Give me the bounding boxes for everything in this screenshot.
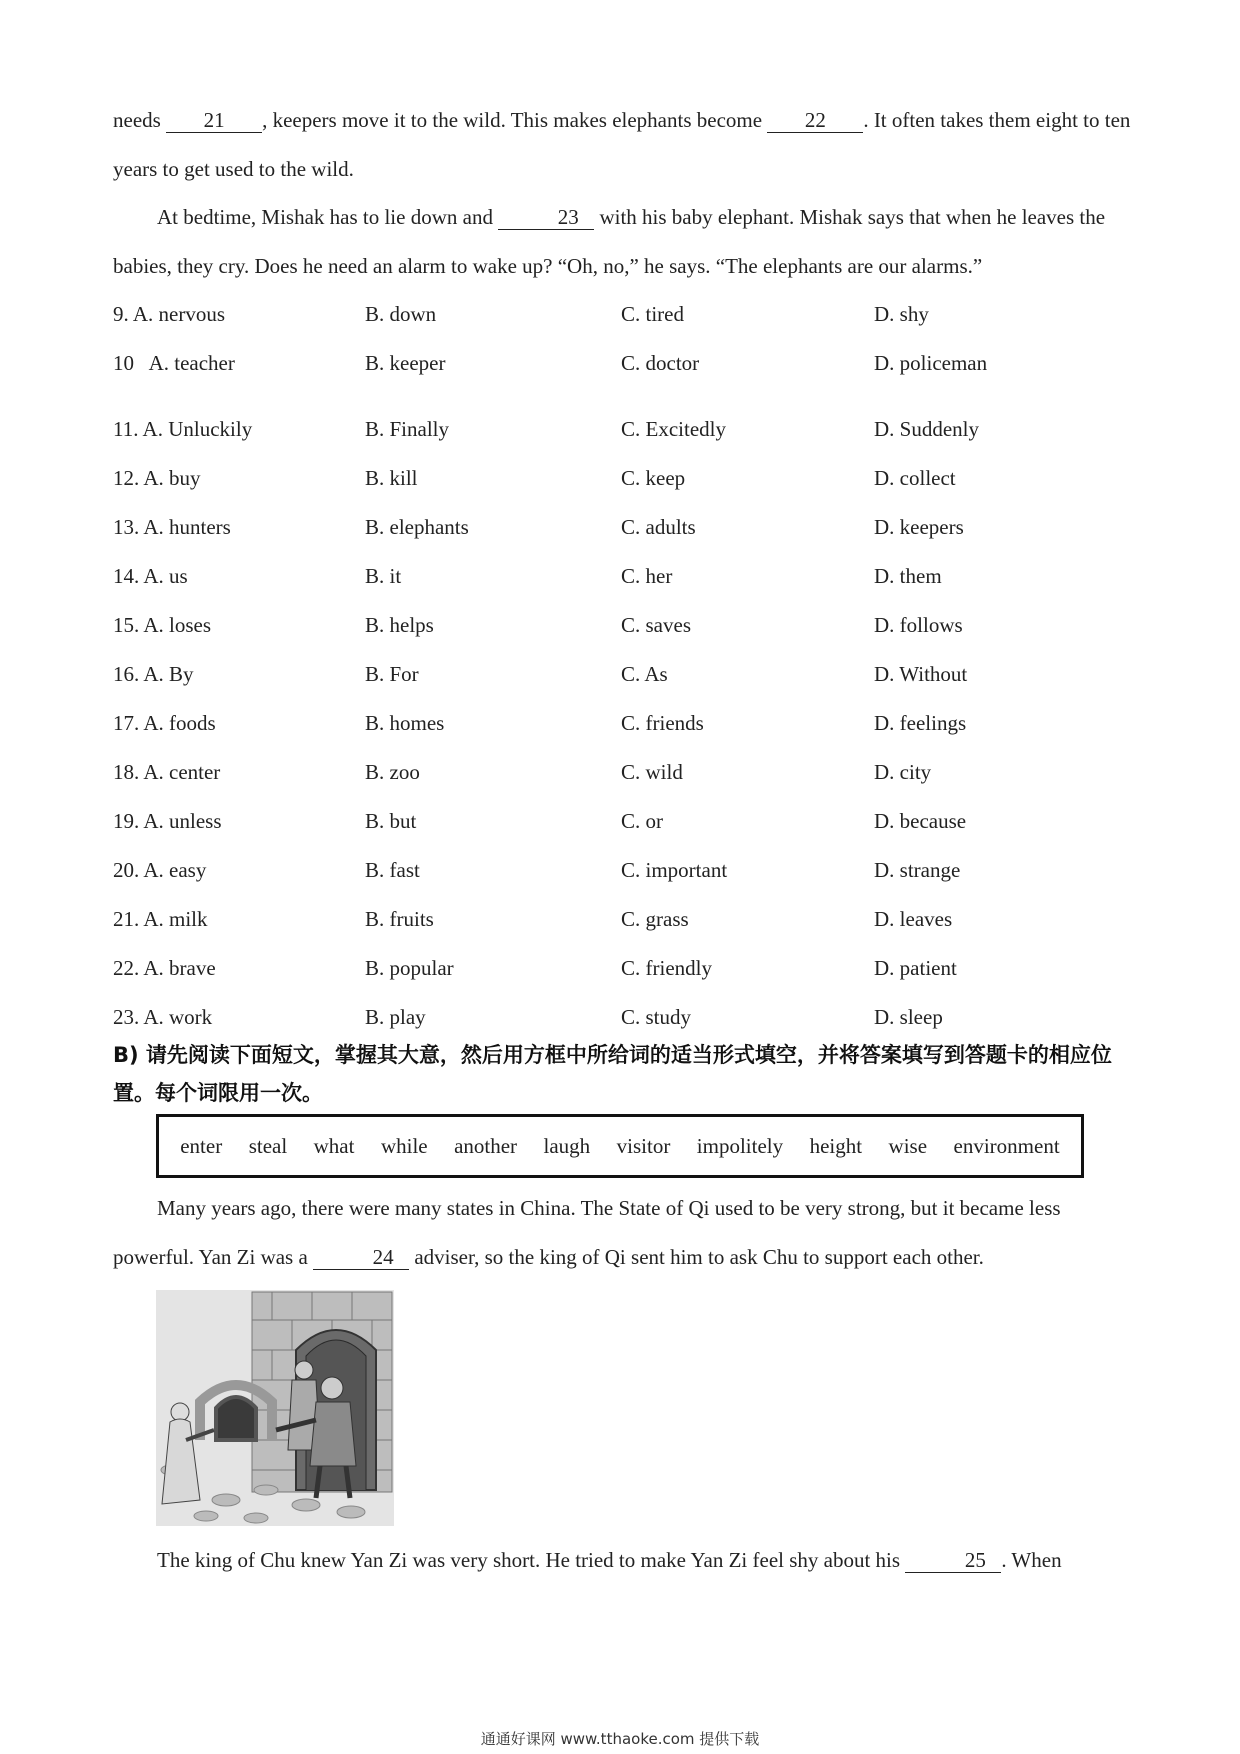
word-box-item: wise: [888, 1133, 928, 1158]
word-box-item: steal: [248, 1133, 288, 1158]
option-b: B. fruits: [365, 907, 434, 931]
option-b: B. it: [365, 564, 402, 588]
option-d: D. follows: [874, 613, 963, 637]
option-a: 10 A. teacher: [113, 351, 235, 375]
option-a: 20. A. easy: [113, 858, 207, 882]
option-b: B. elephants: [365, 515, 469, 539]
option-d: D. patient: [874, 956, 957, 980]
option-c: C. wild: [621, 760, 683, 784]
text-run: . It often takes them eight to ten years to get used to the wild.: [113, 108, 1131, 181]
text-run: The king of Chu knew Yan Zi was very short. He tried to make Yan Zi feel shy about his: [157, 1548, 906, 1572]
option-a: 23. A. work: [113, 1005, 213, 1029]
option-a: 21. A. milk: [113, 907, 208, 931]
option-a: 15. A. loses: [113, 613, 212, 637]
option-c: C. friendly: [621, 956, 712, 980]
option-a: 9. A. nervous: [113, 302, 225, 326]
text-run: needs: [113, 108, 167, 132]
option-a: 14. A. us: [113, 564, 188, 588]
option-c: C. her: [621, 564, 673, 588]
word-box-item: while: [380, 1133, 428, 1158]
word-box-item: enter: [180, 1133, 223, 1158]
option-b: B. For: [365, 662, 419, 686]
text-run: adviser, so the king of Qi sent him to ask Chu to support each other.: [409, 1245, 984, 1269]
word-box-item: laugh: [543, 1133, 591, 1158]
option-row-11: [113, 405, 1133, 454]
options-list: [113, 290, 1133, 1042]
blank-25: 25: [905, 1548, 1001, 1573]
option-row-15: [113, 601, 1133, 650]
option-b: B. Finally: [365, 417, 450, 441]
option-row-20: [113, 846, 1133, 895]
option-row-9: [113, 290, 1133, 339]
option-c: C. As: [621, 662, 668, 686]
option-row-16: [113, 650, 1133, 699]
option-a: 11. A. Unluckily: [113, 417, 253, 441]
option-c: C. friends: [621, 711, 704, 735]
option-c: C. Excitedly: [621, 417, 726, 441]
illustration-gate-scene: [156, 1290, 394, 1526]
blank-22: 22: [767, 108, 863, 133]
option-c: C. study: [621, 1005, 692, 1029]
blank-24: 24: [313, 1245, 409, 1270]
option-d: D. Without: [874, 662, 968, 686]
option-c: C. grass: [621, 907, 689, 931]
option-d: D. leaves: [874, 907, 953, 931]
option-b: B. zoo: [365, 760, 420, 784]
option-a: 19. A. unless: [113, 809, 222, 833]
option-a: 18. A. center: [113, 760, 221, 784]
option-c: C. tired: [621, 302, 684, 326]
option-d: D. policeman: [874, 351, 988, 375]
option-b: B. play: [365, 1005, 426, 1029]
option-a: 13. A. hunters: [113, 515, 231, 539]
option-c: C. doctor: [621, 351, 700, 375]
text-run: , keepers move it to the wild. This makes elephants become: [262, 108, 768, 132]
page-footer: 通通好课网 www.tthaoke.com 提供下载: [480, 1730, 760, 1748]
option-row-17: [113, 699, 1133, 748]
option-row-21: [113, 895, 1133, 944]
option-row-14: [113, 552, 1133, 601]
option-row-22: [113, 944, 1133, 993]
word-box-item: height: [809, 1133, 863, 1158]
passage-a-paragraph-2: [113, 193, 1133, 291]
word-box: [156, 1114, 1084, 1178]
word-box-item: visitor: [616, 1133, 671, 1158]
option-a: 16. A. By: [113, 662, 194, 686]
passage-a-paragraph-1: [113, 96, 1133, 194]
option-b: B. homes: [365, 711, 445, 735]
option-b: B. helps: [365, 613, 434, 637]
option-a: 12. A. buy: [113, 466, 201, 490]
option-row-10: [113, 339, 1133, 388]
word-box-item: another: [454, 1133, 518, 1158]
passage-b-paragraph-2: [113, 1536, 1133, 1585]
blank-21: 21: [166, 108, 262, 133]
option-row-13: [113, 503, 1133, 552]
option-d: D. shy: [874, 302, 929, 326]
option-c: C. keep: [621, 466, 686, 490]
text-run: . When: [1001, 1548, 1062, 1572]
option-d: D. city: [874, 760, 932, 784]
option-b: B. keeper: [365, 351, 446, 375]
option-b: B. but: [365, 809, 417, 833]
option-d: D. them: [874, 564, 942, 588]
option-b: B. kill: [365, 466, 418, 490]
passage-b-paragraph-1: [113, 1184, 1133, 1282]
section-b-instruction: B) 请先阅读下面短文，掌握其大意，然后用方框中所给词的适当形式填空，并将答案填写到答题卡的相应位置。每个词限用一次。: [113, 1043, 1112, 1105]
word-box-item: impolitely: [696, 1133, 784, 1158]
option-c: C. or: [621, 809, 663, 833]
option-row-18: [113, 748, 1133, 797]
option-a: 22. A. brave: [113, 956, 216, 980]
option-b: B. popular: [365, 956, 454, 980]
text-run: with his baby elephant. Mishak says that when he leaves the babies, they cry. Does he need an alarm to wake up? “Oh, no,” he says. “The elephants are our alarms.”: [113, 205, 1106, 278]
option-row-12: [113, 454, 1133, 503]
blank-23: 23: [498, 205, 594, 230]
word-box-item: environment: [953, 1133, 1060, 1158]
option-d: D. collect: [874, 466, 956, 490]
option-d: D. Suddenly: [874, 417, 979, 441]
option-c: C. adults: [621, 515, 696, 539]
option-row-23: [113, 993, 1133, 1042]
option-d: D. because: [874, 809, 967, 833]
text-run: At bedtime, Mishak has to lie down and: [157, 205, 499, 229]
option-d: D. strange: [874, 858, 961, 882]
option-b: B. fast: [365, 858, 420, 882]
option-d: D. feelings: [874, 711, 967, 735]
option-c: C. saves: [621, 613, 691, 637]
option-a: 17. A. foods: [113, 711, 216, 735]
word-box-item: what: [313, 1133, 355, 1158]
text-run: Many years ago, there were many states in China. The State of Qi used to be very strong, but it became less powerful. Yan Zi was a: [113, 1196, 1061, 1269]
option-b: B. down: [365, 302, 437, 326]
option-d: D. sleep: [874, 1005, 943, 1029]
option-c: C. important: [621, 858, 728, 882]
option-row-19: [113, 797, 1133, 846]
option-d: D. keepers: [874, 515, 964, 539]
